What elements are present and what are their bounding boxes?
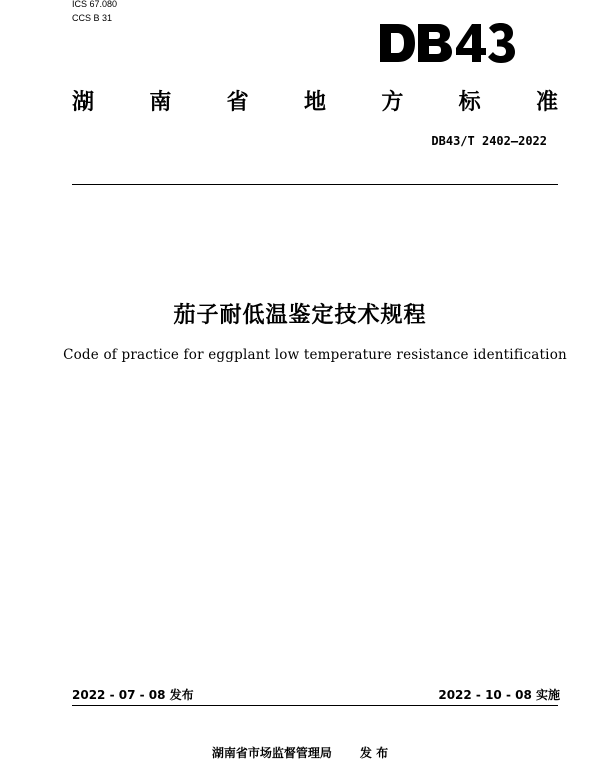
category-char: 地 (303, 89, 326, 115)
publisher-line (0, 744, 600, 761)
ics-code: ICS 67.080 (72, 0, 118, 9)
category-char: 方 (381, 89, 404, 115)
issue-date: 2022 - 07 - 08 发布 (72, 688, 194, 702)
document-title-chinese: 茄子耐低温鉴定技术规程 (173, 303, 427, 328)
standard-category-heading (72, 84, 558, 116)
category-char: 湖 (72, 89, 95, 115)
publisher-name: 湖南省市场监督管理局 (211, 746, 332, 760)
top-divider (72, 184, 558, 185)
category-char: 标 (458, 89, 481, 115)
category-char: 省 (226, 89, 249, 115)
publish-action: 发 布 (359, 746, 389, 760)
ccs-code: CCS B 31 (72, 13, 113, 23)
bottom-divider (72, 705, 558, 706)
category-char: 准 (535, 89, 558, 115)
standard-number: DB43/T 2402—2022 (431, 134, 547, 148)
category-char: 南 (149, 89, 172, 115)
implementation-date: 2022 - 10 - 08 实施 (438, 688, 560, 702)
document-title-english: Code of practice for eggplant low temperature resistance identification (63, 347, 567, 363)
standard-code-logo (378, 18, 516, 68)
